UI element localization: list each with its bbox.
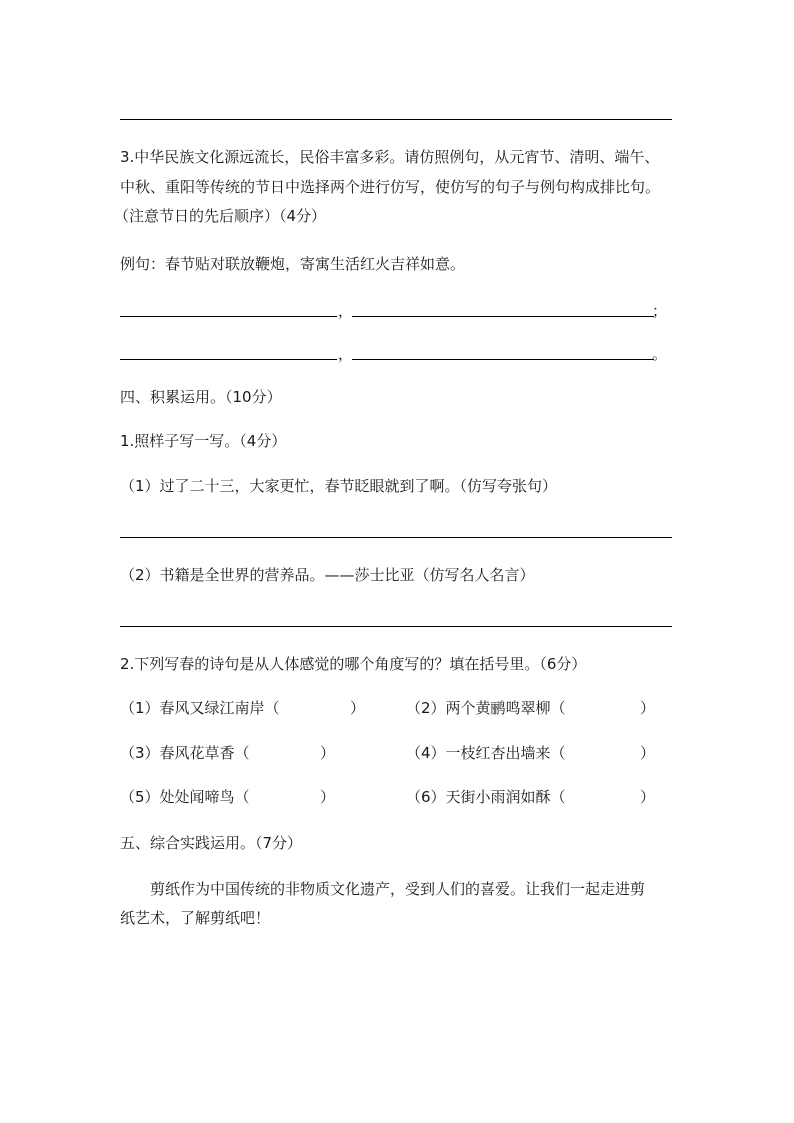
semicolon-1: ； [652,302,668,320]
answer-blank-1b[interactable] [352,316,654,317]
poem-item-6: （6）天街小雨润如酥（ [406,788,566,806]
bracket-close-3[interactable]: ） [320,744,336,762]
q3-line3: （注意节日的先后顺序）（4分） [114,207,327,225]
bracket-close-2[interactable]: ） [640,699,656,717]
answer-line-top [120,119,672,120]
s4-q1-item1: （1）过了二十三，大家更忙，春节眨眼就到了啊。（仿写夸张句） [120,477,558,495]
comma-2: ， [338,345,354,363]
answer-blank-2b[interactable] [352,359,654,360]
poem-item-4: （4）一枝红杏出墙来（ [406,744,566,762]
bracket-close-5[interactable]: ） [320,788,336,806]
bracket-close-1[interactable]: ） [350,699,366,717]
period-2: 。 [652,345,668,363]
section5-title: 五、综合实践运用。（7分） [120,834,303,852]
poem-item-1: （1）春风又绿江南岸（ [120,699,280,717]
q3-line1: 3.中华民族文化源远流长，民俗丰富多彩。请仿照例句，从元宵节、清明、端午、 [120,148,660,166]
s4-q1-item2: （2）书籍是全世界的营养品。——莎士比亚（仿写名人名言） [120,566,535,584]
poem-item-3: （3）春风花草香（ [120,744,250,762]
poem-item-5: （5）处处闻啼鸟（ [120,788,250,806]
answer-blank-2a[interactable] [120,359,337,360]
s5-paragraph-line2: 纸艺术，了解剪纸吧！ [120,909,271,927]
s4-q2-title: 2.下列写春的诗句是从人体感觉的哪个角度写的？填在括号里。（6分） [120,655,587,673]
poem-item-2: （2）两个黄鹂鸣翠柳（ [406,699,566,717]
s4-q1-title: 1.照样子写一写。（4分） [120,432,287,450]
answer-blank-1a[interactable] [120,316,337,317]
bracket-close-4[interactable]: ） [640,744,656,762]
q3-example: 例句：春节贴对联放鞭炮，寄寓生活红火吉祥如意。 [120,255,466,273]
q3-line2: 中秋、重阳等传统的节日中选择两个进行仿写，使仿写的句子与例句构成排比句。 [120,178,661,196]
section4-title: 四、积累运用。（10分） [120,388,282,406]
bracket-close-6[interactable]: ） [640,788,656,806]
answer-line-q1-1[interactable] [120,537,672,538]
comma-1: ， [338,302,354,320]
answer-line-q1-2[interactable] [120,626,672,627]
s5-paragraph-line1: 剪纸作为中国传统的非物质文化遗产，受到人们的喜爱。让我们一起走进剪 [150,880,646,898]
